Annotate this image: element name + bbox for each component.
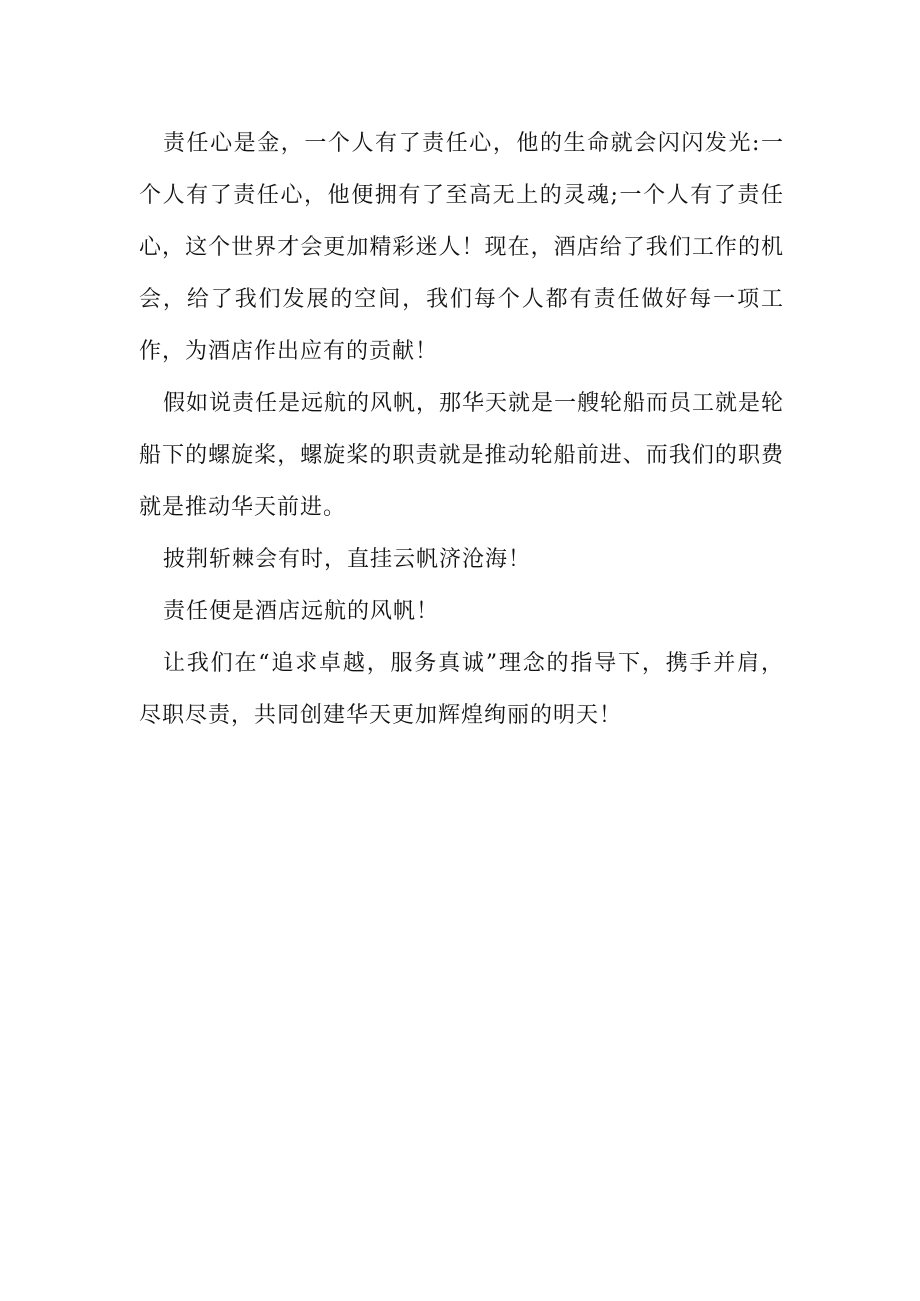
paragraph-motto-sea: 披荆斩棘会有时，直挂云帆济沧海！ bbox=[163, 547, 532, 572]
paragraph-closing-call: 让我们在“追求卓越，服务真诚”理念的指导下，携手并肩，尽职尽责，共同创建华天更加辉煌绚丽的明天！ bbox=[139, 651, 784, 728]
paragraph-sail-metaphor: 假如说责任是远航的风帆，那华天就是一艘轮船而员工就是轮船下的螺旋桨，螺旋桨的职责就是推动轮船前进、而我们的职费就是推动华天前进。 bbox=[139, 391, 785, 520]
paragraph-responsibility-gold: 责任心是金，一个人有了责任心，他的生命就会闪闪发光:一个人有了责任心，他便拥有了至高无上的灵魂;一个人有了责任心，这个世界才会更加精彩迷人！现在，酒店给了我们工作的机会，给了我们发展的空间，我们每个人都有责任做好每一项工作，为酒店作出应有的贡献！ bbox=[139, 131, 784, 364]
document-body bbox=[139, 118, 784, 742]
paragraph-responsibility-sail: 责任便是酒店远航的风帆！ bbox=[163, 599, 440, 624]
